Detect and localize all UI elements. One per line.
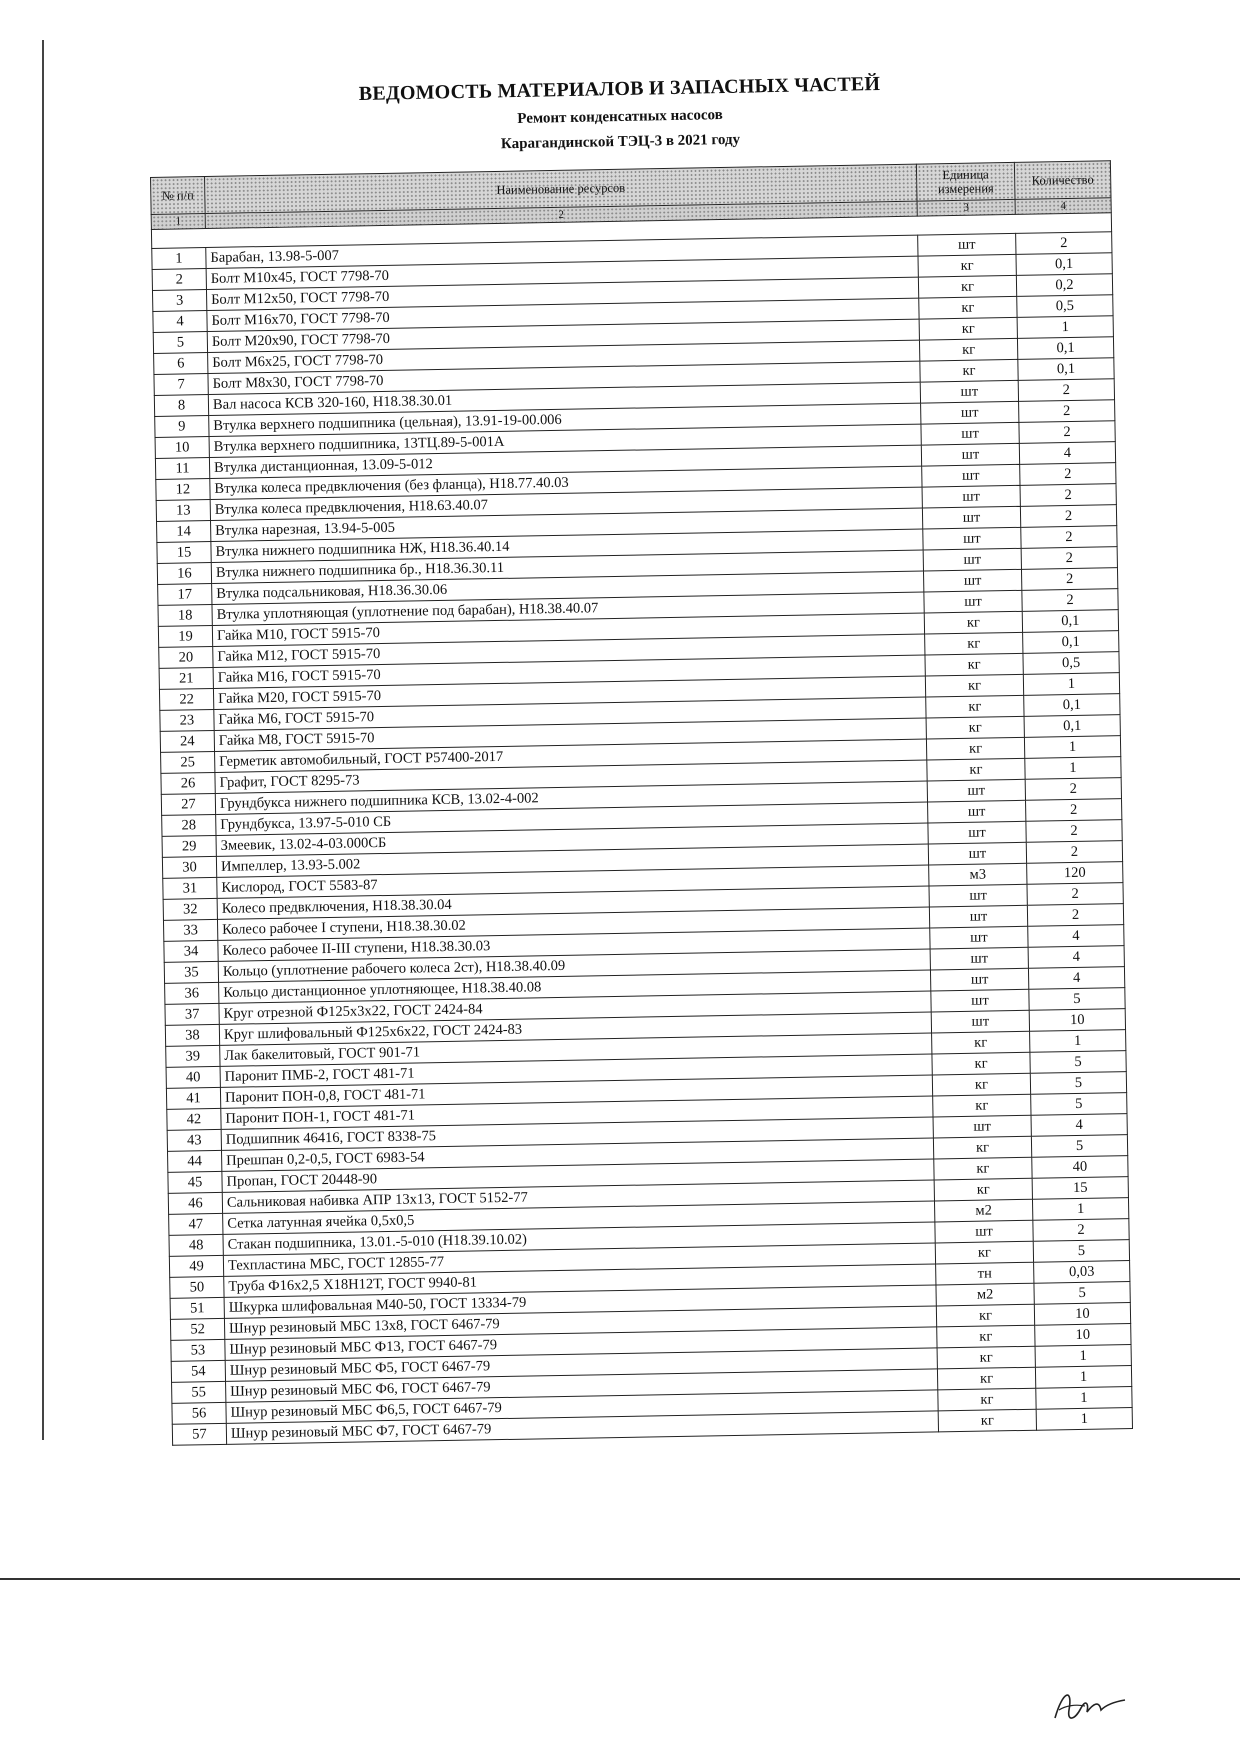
- row-unit: шт: [933, 1115, 1031, 1138]
- row-number: 4: [153, 311, 207, 333]
- row-number: 1: [152, 248, 206, 270]
- row-unit: шт: [935, 1220, 1033, 1243]
- row-number: 6: [154, 353, 208, 375]
- row-quantity: 1: [1024, 736, 1120, 759]
- row-name: Болт М12х50, ГОСТ 7798-70: [206, 277, 918, 310]
- row-name: Паронит ПМБ-2, ГОСТ 481-71: [220, 1054, 932, 1087]
- row-name: Техпластина МБС, ГОСТ 12855-77: [223, 1243, 935, 1276]
- signature-mark: [1045, 1680, 1165, 1730]
- row-number: 53: [171, 1339, 225, 1361]
- row-unit: шт: [930, 947, 1028, 970]
- row-unit: кг: [936, 1304, 1034, 1327]
- row-quantity: 2: [1016, 232, 1112, 255]
- row-unit: шт: [922, 506, 1020, 529]
- header-name: Наименование ресурсов: [205, 164, 918, 213]
- row-name: Вал насоса КСВ 320-160, Н18.38.30.01: [208, 382, 920, 415]
- row-quantity: 2: [1020, 463, 1116, 486]
- row-unit: кг: [932, 1052, 1030, 1075]
- row-unit: кг: [937, 1346, 1035, 1369]
- row-number: 9: [155, 416, 209, 438]
- row-unit: тн: [936, 1262, 1034, 1285]
- row-unit: кг: [918, 275, 1016, 298]
- row-name: Втулка колеса предвключения (без фланца), Н18.77.40.03: [210, 466, 922, 499]
- row-name: Втулка подсальниковая, Н18.36.30.06: [212, 571, 924, 604]
- header-unit: Единица измерения: [916, 162, 1015, 201]
- row-quantity: 10: [1029, 1009, 1125, 1032]
- row-quantity: 5: [1031, 1093, 1127, 1116]
- row-name: Стакан подшипника, 13.01.-5-010 (Н18.39.10.02): [223, 1222, 935, 1255]
- row-quantity: 4: [1028, 946, 1124, 969]
- colnum-4: 4: [1015, 198, 1111, 215]
- row-quantity: 0,03: [1034, 1261, 1130, 1284]
- row-unit: шт: [930, 968, 1028, 991]
- row-quantity: 4: [1019, 442, 1115, 465]
- row-name: Гайка М16, ГОСТ 5915-70: [213, 655, 925, 688]
- row-unit: кг: [925, 632, 1023, 655]
- row-unit: шт: [922, 485, 1020, 508]
- row-number: 21: [159, 667, 213, 689]
- row-name: Змеевик, 13.02-4-03.000СБ: [216, 823, 928, 856]
- row-quantity: 4: [1031, 1114, 1127, 1137]
- row-number: 20: [159, 646, 213, 668]
- row-quantity: 0,2: [1016, 274, 1112, 297]
- row-quantity: 15: [1032, 1177, 1128, 1200]
- row-quantity: 40: [1032, 1156, 1128, 1179]
- row-number: 24: [160, 730, 214, 752]
- materials-table-container: [150, 160, 1132, 1446]
- row-number: 38: [165, 1024, 219, 1046]
- row-number: 35: [164, 961, 218, 983]
- row-number: 48: [169, 1234, 223, 1256]
- row-unit: шт: [920, 380, 1018, 403]
- row-quantity: 2: [1027, 904, 1123, 927]
- row-unit: кг: [925, 674, 1023, 697]
- row-unit: шт: [931, 1010, 1029, 1033]
- row-name: Колесо предвключения, Н18.38.30.04: [217, 886, 929, 919]
- row-number: 12: [156, 479, 210, 501]
- row-quantity: 1: [1035, 1366, 1131, 1389]
- row-quantity: 2: [1026, 820, 1122, 843]
- row-quantity: 5: [1034, 1282, 1130, 1305]
- row-quantity: 120: [1027, 862, 1123, 885]
- row-quantity: 2: [1025, 778, 1121, 801]
- row-unit: шт: [928, 842, 1026, 865]
- row-quantity: 0,5: [1017, 295, 1113, 318]
- row-quantity: 0,1: [1018, 358, 1114, 381]
- row-name: Барабан, 13.98-5-007: [206, 235, 918, 268]
- row-unit: кг: [926, 737, 1024, 760]
- row-unit: шт: [921, 422, 1019, 445]
- row-name: Втулка верхнего подшипника, 13ТЦ.89-5-001А: [209, 424, 921, 457]
- row-number: 51: [170, 1297, 224, 1319]
- row-unit: шт: [929, 884, 1027, 907]
- table-body: [152, 232, 1133, 1446]
- row-quantity: 2: [1027, 883, 1123, 906]
- row-quantity: 1: [1036, 1408, 1132, 1431]
- row-quantity: 0,1: [1024, 694, 1120, 717]
- row-number: 18: [158, 604, 212, 626]
- row-name: Кольцо дистанционное уплотняющее, Н18.38.40.08: [219, 970, 931, 1003]
- materials-table: [150, 160, 1133, 1446]
- row-unit: шт: [922, 464, 1020, 487]
- row-unit: шт: [923, 569, 1021, 592]
- row-number: 10: [155, 437, 209, 459]
- row-name: Грундбукса, 13.97-5-010 СБ: [216, 802, 928, 835]
- row-number: 26: [161, 772, 215, 794]
- row-quantity: 5: [1031, 1135, 1127, 1158]
- row-number: 8: [154, 395, 208, 417]
- page-edge-line: [42, 40, 44, 1440]
- row-quantity: 2: [1021, 547, 1117, 570]
- row-quantity: 1: [1036, 1387, 1132, 1410]
- row-name: Шнур резиновый МБС Ф7, ГОСТ 6467-79: [226, 1411, 938, 1444]
- row-number: 56: [172, 1402, 226, 1424]
- row-quantity: 2: [1033, 1219, 1129, 1242]
- row-unit: кг: [924, 611, 1022, 634]
- row-unit: шт: [924, 590, 1022, 613]
- row-number: 14: [157, 520, 211, 542]
- colnum-2: 2: [205, 201, 917, 228]
- row-number: 40: [166, 1066, 220, 1088]
- row-number: 15: [157, 541, 211, 563]
- row-quantity: 4: [1028, 967, 1124, 990]
- row-unit: кг: [934, 1178, 1032, 1201]
- row-unit: кг: [937, 1367, 1035, 1390]
- colnum-1: 1: [151, 214, 205, 230]
- row-quantity: 0,1: [1016, 253, 1112, 276]
- row-quantity: 0,1: [1022, 610, 1118, 633]
- row-number: 46: [168, 1192, 222, 1214]
- row-name: Кольцо (уплотнение рабочего колеса 2ст), Н18.38.40.09: [218, 949, 930, 982]
- row-quantity: 2: [1020, 484, 1116, 507]
- row-name: Втулка колеса предвключения, Н18.63.40.07: [210, 487, 922, 520]
- header-qty: Количество: [1014, 161, 1111, 200]
- row-number: 47: [169, 1213, 223, 1235]
- row-unit: шт: [923, 548, 1021, 571]
- row-name: Гайка М20, ГОСТ 5915-70: [213, 676, 925, 709]
- row-unit: кг: [919, 317, 1017, 340]
- row-name: Паронит ПОН-1, ГОСТ 481-71: [221, 1096, 933, 1129]
- row-unit: м3: [929, 863, 1027, 886]
- row-number: 37: [165, 1003, 219, 1025]
- row-unit: м2: [936, 1283, 1034, 1306]
- row-quantity: 10: [1034, 1303, 1130, 1326]
- row-name: Болт М20х90, ГОСТ 7798-70: [207, 319, 919, 352]
- row-number: 2: [152, 269, 206, 291]
- row-quantity: 2: [1026, 841, 1122, 864]
- row-quantity: 0,1: [1017, 337, 1113, 360]
- row-name: Шнур резиновый МБС Ф6, ГОСТ 6467-79: [226, 1369, 938, 1402]
- row-number: 42: [167, 1108, 221, 1130]
- row-number: 5: [153, 332, 207, 354]
- row-unit: кг: [932, 1031, 1030, 1054]
- row-unit: кг: [933, 1094, 1031, 1117]
- row-name: Втулка дистанционная, 13.09-5-012: [209, 445, 921, 478]
- row-name: Втулка уплотняющая (уплотнение под барабан), Н18.38.40.07: [212, 592, 924, 625]
- row-unit: кг: [932, 1073, 1030, 1096]
- row-unit: шт: [930, 926, 1028, 949]
- row-unit: кг: [919, 296, 1017, 319]
- row-number: 32: [163, 898, 217, 920]
- row-number: 49: [169, 1255, 223, 1277]
- row-unit: кг: [920, 359, 1018, 382]
- row-unit: кг: [919, 338, 1017, 361]
- row-unit: шт: [921, 443, 1019, 466]
- row-quantity: 2: [1026, 799, 1122, 822]
- row-quantity: 5: [1033, 1240, 1129, 1263]
- row-number: 19: [158, 625, 212, 647]
- document-subtitle: Ремонт конденсатных насосов: [517, 107, 723, 127]
- row-unit: кг: [937, 1325, 1035, 1348]
- row-name: Колесо рабочее II-III ступени, Н18.38.30.03: [218, 928, 930, 961]
- row-number: 3: [152, 290, 206, 312]
- row-quantity: 2: [1021, 568, 1117, 591]
- row-name: Втулка нарезная, 13.94-5-005: [211, 508, 923, 541]
- row-quantity: 5: [1029, 988, 1125, 1011]
- row-name: Болт М16х70, ГОСТ 7798-70: [207, 298, 919, 331]
- document-subtitle-plant: Карагандинской ТЭЦ-3 в 2021 году: [500, 131, 741, 153]
- row-quantity: 1: [1023, 673, 1119, 696]
- row-name: Сетка латунная ячейка 0,5х0,5: [223, 1201, 935, 1234]
- row-unit: шт: [928, 821, 1026, 844]
- row-quantity: 1: [1030, 1030, 1126, 1053]
- row-number: 16: [157, 562, 211, 584]
- row-number: 25: [161, 751, 215, 773]
- row-unit: кг: [938, 1409, 1036, 1432]
- row-name: Втулка нижнего подшипника НЖ, Н18.36.40.14: [211, 529, 923, 562]
- row-number: 52: [170, 1318, 224, 1340]
- row-name: Импеллер, 13.93-5.002: [216, 844, 928, 877]
- row-number: 43: [167, 1129, 221, 1151]
- row-unit: шт: [931, 989, 1029, 1012]
- row-quantity: 2: [1018, 379, 1114, 402]
- row-unit: кг: [938, 1388, 1036, 1411]
- row-name: Гайка М10, ГОСТ 5915-70: [212, 613, 924, 646]
- row-number: 31: [163, 877, 217, 899]
- row-number: 45: [168, 1171, 222, 1193]
- document-header: [299, 72, 940, 157]
- row-name: Паронит ПОН-0,8, ГОСТ 481-71: [220, 1075, 932, 1108]
- row-name: Шнур резиновый МБС Ф6,5, ГОСТ 6467-79: [226, 1390, 938, 1423]
- row-unit: шт: [918, 233, 1016, 256]
- row-quantity: 2: [1019, 421, 1115, 444]
- document-title: ВЕДОМОСТЬ МАТЕРИАЛОВ И ЗАПАСНЫХ ЧАСТЕЙ: [358, 73, 881, 106]
- row-number: 55: [172, 1381, 226, 1403]
- row-unit: шт: [928, 800, 1026, 823]
- row-number: 23: [160, 709, 214, 731]
- row-unit: кг: [927, 758, 1025, 781]
- row-unit: кг: [935, 1241, 1033, 1264]
- row-name: Болт М8х30, ГОСТ 7798-70: [208, 361, 920, 394]
- row-number: 41: [166, 1087, 220, 1109]
- row-number: 44: [168, 1150, 222, 1172]
- row-name: Труба Ф16х2,5 Х18Н12Т, ГОСТ 9940-81: [224, 1264, 936, 1297]
- row-number: 17: [158, 583, 212, 605]
- row-name: Шкурка шлифовальная М40-50, ГОСТ 13334-79: [224, 1285, 936, 1318]
- row-number: 28: [162, 814, 216, 836]
- row-name: Втулка верхнего подшипника (цельная), 13.91-19-00.006: [209, 403, 921, 436]
- row-quantity: 4: [1028, 925, 1124, 948]
- row-name: Прешпан 0,2-0,5, ГОСТ 6983-54: [221, 1138, 933, 1171]
- row-name: Гайка М8, ГОСТ 5915-70: [214, 718, 926, 751]
- row-quantity: 5: [1030, 1051, 1126, 1074]
- row-quantity: 1: [1017, 316, 1113, 339]
- row-quantity: 5: [1030, 1072, 1126, 1095]
- row-name: Болт М6х25, ГОСТ 7798-70: [208, 340, 920, 373]
- row-quantity: 2: [1020, 505, 1116, 528]
- row-name: Колесо рабочее I ступени, Н18.38.30.02: [217, 907, 929, 940]
- row-name: Круг отрезной Ф125х3х22, ГОСТ 2424-84: [219, 991, 931, 1024]
- row-unit: шт: [929, 905, 1027, 928]
- row-number: 54: [171, 1360, 225, 1382]
- row-quantity: 1: [1035, 1345, 1131, 1368]
- row-quantity: 10: [1035, 1324, 1131, 1347]
- row-name: Кислород, ГОСТ 5583-87: [217, 865, 929, 898]
- row-number: 30: [162, 856, 216, 878]
- row-number: 50: [170, 1276, 224, 1298]
- row-name: Лак бакелитовый, ГОСТ 901-71: [220, 1033, 932, 1066]
- row-number: 13: [156, 499, 210, 521]
- row-name: Гайка М6, ГОСТ 5915-70: [214, 697, 926, 730]
- row-name: Подшипник 46416, ГОСТ 8338-75: [221, 1117, 933, 1150]
- header-num: № п/п: [151, 177, 206, 215]
- row-unit: кг: [933, 1136, 1031, 1159]
- row-name: Грундбукса нижнего подшипника КСВ, 13.02-4-002: [215, 781, 927, 814]
- row-number: 39: [166, 1045, 220, 1067]
- row-number: 27: [161, 793, 215, 815]
- row-quantity: 2: [1019, 400, 1115, 423]
- row-unit: кг: [926, 716, 1024, 739]
- colnum-3: 3: [917, 199, 1015, 216]
- row-number: 22: [159, 688, 213, 710]
- row-quantity: 0,5: [1023, 652, 1119, 675]
- row-quantity: 2: [1021, 526, 1117, 549]
- row-name: Пропан, ГОСТ 20448-90: [222, 1159, 934, 1192]
- row-number: 33: [163, 919, 217, 941]
- row-number: 34: [164, 940, 218, 962]
- row-unit: м2: [934, 1199, 1032, 1222]
- row-quantity: 1: [1025, 757, 1121, 780]
- row-number: 11: [155, 458, 209, 480]
- row-name: Шнур резиновый МБС 13х8, ГОСТ 6467-79: [224, 1306, 936, 1339]
- row-unit: кг: [918, 254, 1016, 277]
- row-number: 57: [172, 1423, 226, 1445]
- footer-rule: [0, 1578, 1240, 1580]
- row-name: Гайка М12, ГОСТ 5915-70: [213, 634, 925, 667]
- row-unit: шт: [921, 401, 1019, 424]
- row-name: Втулка нижнего подшипника бр., Н18.36.30.11: [211, 550, 923, 583]
- row-name: Сальниковая набивка АПР 13х13, ГОСТ 5152-77: [222, 1180, 934, 1213]
- row-unit: шт: [927, 779, 1025, 802]
- row-name: Шнур резиновый МБС Ф13, ГОСТ 6467-79: [225, 1327, 937, 1360]
- row-unit: кг: [926, 695, 1024, 718]
- row-number: 36: [165, 982, 219, 1004]
- row-name: Шнур резиновый МБС Ф5, ГОСТ 6467-79: [225, 1348, 937, 1381]
- row-name: Графит, ГОСТ 8295-73: [215, 760, 927, 793]
- row-name: Круг шлифовальный Ф125х6х22, ГОСТ 2424-83: [219, 1012, 931, 1045]
- row-quantity: 0,1: [1024, 715, 1120, 738]
- row-unit: шт: [923, 527, 1021, 550]
- row-quantity: 1: [1032, 1198, 1128, 1221]
- row-quantity: 0,1: [1023, 631, 1119, 654]
- row-unit: кг: [934, 1157, 1032, 1180]
- row-name: Герметик автомобильный, ГОСТ Р57400-2017: [215, 739, 927, 772]
- row-unit: кг: [925, 653, 1023, 676]
- row-number: 7: [154, 374, 208, 396]
- row-name: Болт М10х45, ГОСТ 7798-70: [206, 256, 918, 289]
- row-quantity: 2: [1022, 589, 1118, 612]
- row-number: 29: [162, 835, 216, 857]
